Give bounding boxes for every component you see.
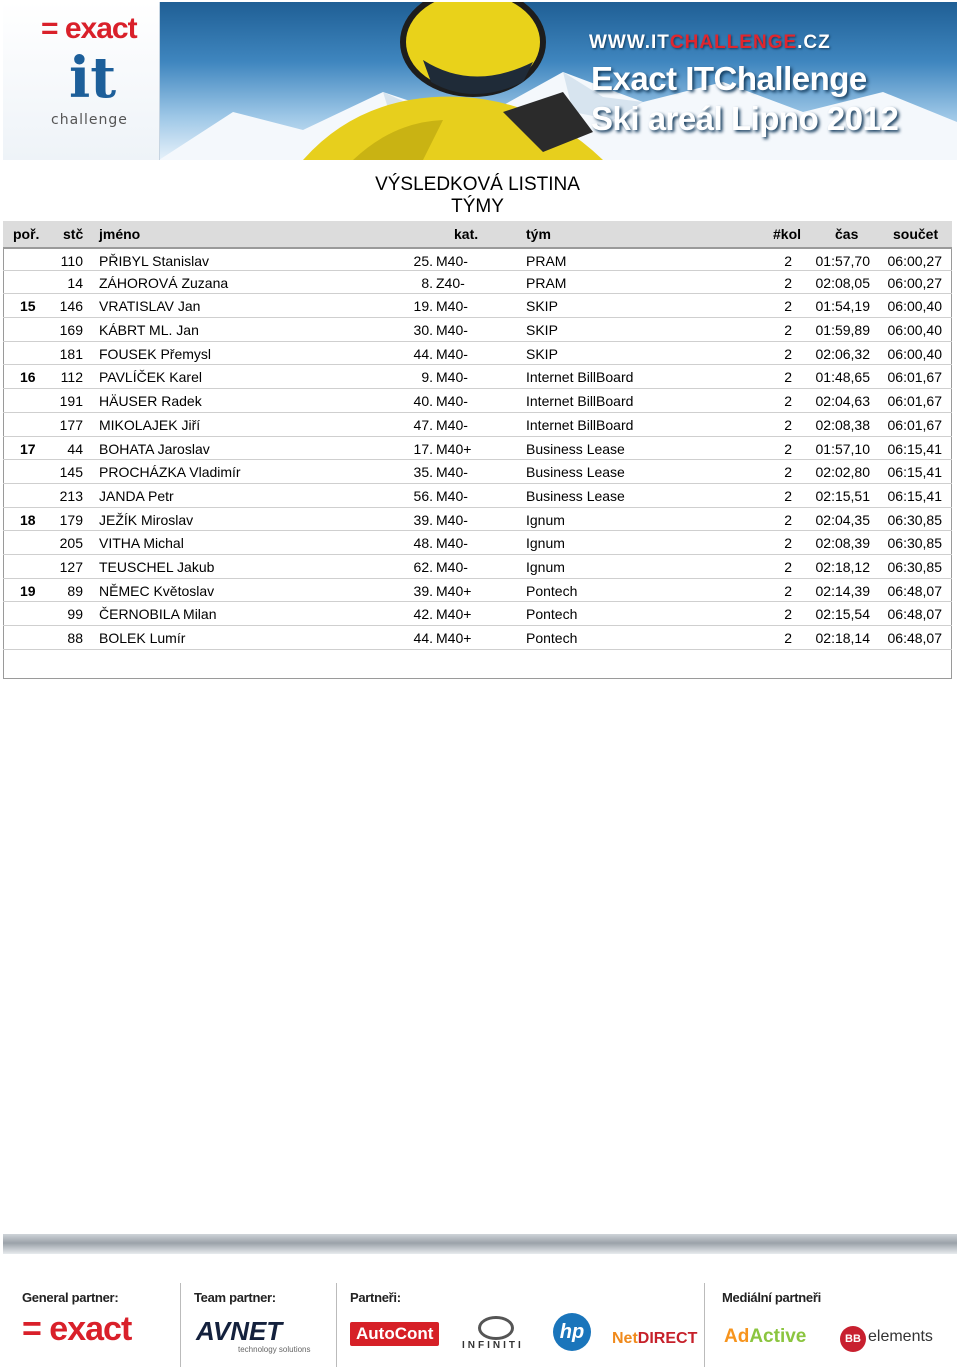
- adactive-active-text: Active: [749, 1326, 807, 1347]
- challenge-logo-text: challenge: [51, 112, 128, 128]
- category-cell: Z40-: [436, 274, 465, 291]
- team-cell: Ignum: [526, 535, 565, 552]
- event-logo: [3, 2, 160, 160]
- rank-cell: 17: [20, 440, 36, 457]
- category-cell: M40+: [436, 582, 472, 599]
- team-cell: Business Lease: [526, 487, 625, 504]
- exact-brand-text: = exact: [41, 12, 137, 45]
- start-number-cell: 112: [60, 369, 83, 386]
- avnet-logo-subtitle: technology solutions: [238, 1345, 311, 1354]
- table-row: [3, 579, 952, 603]
- category-place-cell: 17.: [413, 440, 433, 457]
- category-cell: M40-: [436, 369, 468, 386]
- competitor-name-cell: VITHA Michal: [99, 535, 184, 552]
- category-place-cell: 48.: [413, 535, 433, 552]
- table-row: [3, 271, 952, 295]
- time-cell: 01:48,65: [815, 369, 870, 386]
- category-cell: M40-: [436, 511, 468, 528]
- adactive-ad-text: Ad: [724, 1326, 750, 1347]
- col-header-kat: kat.: [454, 226, 479, 242]
- media-partners-label: Mediální partneři: [722, 1290, 821, 1305]
- table-row: [3, 602, 952, 626]
- team-cell: Internet BillBoard: [526, 393, 634, 410]
- page-title: VÝSLEDKOVÁ LISTINA: [375, 174, 580, 195]
- competitor-name-cell: NĚMEC Květoslav: [99, 582, 215, 599]
- category-cell: M40-: [436, 322, 468, 339]
- col-header-por: poř.: [13, 226, 40, 242]
- category-place-cell: 42.: [413, 606, 433, 623]
- table-row: [3, 365, 952, 389]
- footer-band: [3, 1234, 957, 1254]
- rank-cell: 15: [20, 298, 36, 315]
- start-number-cell: 213: [59, 487, 83, 504]
- start-number-cell: 145: [59, 464, 83, 481]
- competitor-name-cell: ZÁHOROVÁ Zuzana: [99, 274, 229, 291]
- category-place-cell: 56.: [413, 487, 433, 504]
- time-cell: 02:06,32: [815, 345, 870, 362]
- url-highlight: CHALLENGE: [669, 32, 798, 53]
- category-place-cell: 39.: [413, 511, 433, 528]
- start-number-cell: 205: [59, 535, 83, 552]
- rank-cell: 18: [20, 511, 36, 528]
- start-number-cell: 191: [59, 393, 83, 410]
- competitor-name-cell: PROCHÁZKA Vladimír: [99, 464, 241, 481]
- footer-divider: [336, 1283, 337, 1367]
- runs-count-cell: 2: [784, 511, 792, 528]
- competitor-name-cell: JANDA Petr: [99, 487, 174, 504]
- table-row: [3, 555, 952, 579]
- team-cell: Internet BillBoard: [526, 369, 634, 386]
- total-time-cell: 06:30,85: [887, 511, 942, 528]
- start-number-cell: 88: [67, 630, 83, 646]
- time-cell: 02:08,05: [815, 274, 870, 291]
- start-number-cell: 110: [60, 253, 83, 269]
- table-row: [3, 247, 952, 271]
- start-number-cell: 177: [59, 416, 83, 433]
- col-header-kol: #kol: [773, 226, 802, 242]
- time-cell: 02:04,35: [815, 511, 870, 528]
- category-place-cell: 44.: [413, 345, 433, 362]
- total-time-cell: 06:15,41: [887, 487, 942, 504]
- runs-count-cell: 2: [784, 487, 792, 504]
- time-cell: 01:57,10: [815, 440, 870, 457]
- category-place-cell: 47.: [413, 416, 433, 433]
- time-cell: 02:15,54: [815, 606, 870, 623]
- table-row: [3, 294, 952, 318]
- competitor-name-cell: HÄUSER Radek: [99, 393, 202, 410]
- table-row: [3, 460, 952, 484]
- total-time-cell: 06:00,40: [887, 322, 942, 339]
- total-time-cell: 06:30,85: [887, 558, 942, 575]
- table-row: [3, 318, 952, 342]
- total-time-cell: 06:01,67: [887, 416, 942, 433]
- netdirect-net-text: Net: [612, 1330, 638, 1347]
- runs-count-cell: 2: [784, 345, 792, 362]
- time-cell: 02:04,63: [815, 393, 870, 410]
- runs-count-cell: 2: [784, 253, 792, 269]
- hp-logo: hp: [553, 1313, 591, 1351]
- table-row: [3, 413, 952, 437]
- competitor-name-cell: TEUSCHEL Jakub: [99, 558, 215, 575]
- time-cell: 02:14,39: [815, 582, 870, 599]
- team-cell: PRAM: [526, 274, 567, 291]
- total-time-cell: 06:00,27: [887, 253, 942, 269]
- start-number-cell: 179: [59, 511, 83, 528]
- team-cell: Ignum: [526, 511, 565, 528]
- table-body: [3, 247, 952, 650]
- category-place-cell: 19.: [413, 298, 433, 315]
- category-cell: M40-: [436, 464, 468, 481]
- competitor-name-cell: PŘIBYL Stanislav: [99, 253, 209, 269]
- runs-count-cell: 2: [784, 558, 792, 575]
- time-cell: 02:08,38: [815, 416, 870, 433]
- time-cell: 02:08,39: [815, 535, 870, 552]
- netdirect-direct-text: DIRECT: [637, 1330, 698, 1347]
- category-place-cell: 39.: [413, 582, 433, 599]
- team-cell: SKIP: [526, 345, 558, 362]
- total-time-cell: 06:00,40: [887, 345, 942, 362]
- adactive-logo: [724, 1326, 806, 1348]
- col-header-cas: čas: [835, 226, 859, 242]
- page-subtitle: TÝMY: [451, 196, 504, 217]
- category-place-cell: 25.: [413, 253, 433, 269]
- footer-divider: [180, 1283, 181, 1367]
- runs-count-cell: 2: [784, 464, 792, 481]
- start-number-cell: 127: [59, 558, 83, 575]
- col-header-tym: tým: [526, 226, 551, 242]
- category-cell: M40-: [436, 487, 468, 504]
- table-row: [3, 342, 952, 366]
- team-cell: Pontech: [526, 582, 578, 599]
- header-banner: [3, 2, 957, 160]
- col-header-soucet: součet: [893, 226, 939, 242]
- category-place-cell: 30.: [413, 322, 433, 339]
- time-cell: 02:18,12: [815, 558, 870, 575]
- bb-elements-logo: elements: [868, 1328, 933, 1345]
- category-cell: M40-: [436, 416, 468, 433]
- category-cell: M40-: [436, 298, 468, 315]
- category-cell: M40+: [436, 630, 472, 646]
- table-row: [3, 626, 952, 650]
- banner-title: Exact ITChallenge: [591, 60, 867, 97]
- netdirect-logo: [612, 1330, 697, 1348]
- table-row: [3, 437, 952, 461]
- runs-count-cell: 2: [784, 440, 792, 457]
- start-number-cell: 146: [59, 298, 83, 315]
- team-cell: Business Lease: [526, 440, 625, 457]
- total-time-cell: 06:01,67: [887, 369, 942, 386]
- start-number-cell: 181: [59, 345, 83, 362]
- table-row: [3, 484, 952, 508]
- category-place-cell: 62.: [413, 558, 433, 575]
- banner-url: [589, 32, 831, 54]
- url-prefix: WWW.IT: [589, 32, 670, 53]
- competitor-name-cell: PAVLÍČEK Karel: [99, 369, 202, 386]
- category-cell: M40-: [436, 345, 468, 362]
- total-time-cell: 06:30,85: [887, 535, 942, 552]
- runs-count-cell: 2: [784, 369, 792, 386]
- runs-count-cell: 2: [784, 274, 792, 291]
- runs-count-cell: 2: [784, 630, 792, 646]
- table-row: [3, 389, 952, 413]
- rank-cell: 19: [20, 582, 36, 599]
- start-number-cell: 89: [67, 582, 83, 599]
- time-cell: 01:54,19: [815, 298, 870, 315]
- url-suffix: .CZ: [797, 32, 831, 53]
- time-cell: 01:57,70: [815, 253, 870, 269]
- infiniti-emblem-icon: [478, 1316, 514, 1340]
- competitor-name-cell: MIKOLAJEK Jiří: [99, 416, 201, 433]
- team-partner-label: Team partner:: [194, 1290, 276, 1305]
- runs-count-cell: 2: [784, 298, 792, 315]
- competitor-name-cell: ČERNOBILA Milan: [99, 606, 217, 623]
- competitor-name-cell: BOLEK Lumír: [99, 630, 186, 646]
- total-time-cell: 06:15,41: [887, 440, 942, 457]
- start-number-cell: 99: [67, 606, 83, 623]
- total-time-cell: 06:15,41: [887, 464, 942, 481]
- time-cell: 02:18,14: [815, 630, 870, 646]
- category-cell: M40-: [436, 558, 468, 575]
- runs-count-cell: 2: [784, 606, 792, 623]
- bb-elements-emblem-icon: BB: [840, 1326, 866, 1352]
- it-logo-text: it: [69, 45, 117, 111]
- runs-count-cell: 2: [784, 322, 792, 339]
- autocont-logo: AutoCont: [350, 1322, 439, 1346]
- category-place-cell: 8.: [421, 274, 433, 291]
- general-partner-label: General partner:: [22, 1290, 119, 1305]
- runs-count-cell: 2: [784, 416, 792, 433]
- category-cell: M40+: [436, 440, 472, 457]
- category-cell: M40-: [436, 535, 468, 552]
- footer-divider: [704, 1283, 705, 1367]
- time-cell: 01:59,89: [815, 322, 870, 339]
- time-cell: 02:02,80: [815, 464, 870, 481]
- category-cell: M40+: [436, 606, 472, 623]
- start-number-cell: 14: [67, 274, 83, 291]
- competitor-name-cell: BOHATA Jaroslav: [99, 440, 210, 457]
- banner-subtitle: Ski areál Lipno 2012: [591, 100, 899, 137]
- team-cell: Pontech: [526, 606, 578, 623]
- category-place-cell: 44.: [413, 630, 433, 646]
- team-cell: PRAM: [526, 253, 567, 269]
- infiniti-logo: INFINITI: [462, 1340, 524, 1351]
- category-place-cell: 9.: [421, 369, 433, 386]
- runs-count-cell: 2: [784, 582, 792, 599]
- col-header-stc: stč: [63, 226, 84, 242]
- total-time-cell: 06:01,67: [887, 393, 942, 410]
- competitor-name-cell: FOUSEK Přemysl: [99, 345, 212, 362]
- total-time-cell: 06:00,27: [887, 274, 942, 291]
- results-table: [3, 221, 952, 650]
- exact-logo: = exact: [22, 1310, 132, 1348]
- total-time-cell: 06:48,07: [887, 606, 942, 623]
- team-cell: Internet BillBoard: [526, 416, 634, 433]
- category-cell: M40-: [436, 253, 468, 269]
- start-number-cell: 169: [59, 322, 83, 339]
- competitor-name-cell: VRATISLAV Jan: [99, 298, 201, 315]
- total-time-cell: 06:48,07: [887, 582, 942, 599]
- total-time-cell: 06:00,40: [887, 298, 942, 315]
- total-time-cell: 06:48,07: [887, 630, 942, 646]
- table-row: [3, 508, 952, 532]
- table-row: [3, 531, 952, 555]
- team-cell: Pontech: [526, 630, 578, 646]
- partners-label: Partneři:: [350, 1290, 401, 1305]
- start-number-cell: 44: [67, 440, 83, 457]
- avnet-logo: AVNET: [196, 1316, 283, 1346]
- runs-count-cell: 2: [784, 393, 792, 410]
- col-header-jmeno: jméno: [99, 226, 141, 242]
- competitor-name-cell: KÁBRT ML. Jan: [99, 322, 199, 339]
- team-cell: SKIP: [526, 322, 558, 339]
- category-place-cell: 40.: [413, 393, 433, 410]
- team-cell: Business Lease: [526, 464, 625, 481]
- time-cell: 02:15,51: [815, 487, 870, 504]
- runs-count-cell: 2: [784, 535, 792, 552]
- team-cell: SKIP: [526, 298, 558, 315]
- rank-cell: 16: [20, 369, 36, 386]
- category-cell: M40-: [436, 393, 468, 410]
- team-cell: Ignum: [526, 558, 565, 575]
- competitor-name-cell: JEŽÍK Miroslav: [99, 511, 194, 528]
- table-header: [3, 221, 952, 247]
- category-place-cell: 35.: [413, 464, 433, 481]
